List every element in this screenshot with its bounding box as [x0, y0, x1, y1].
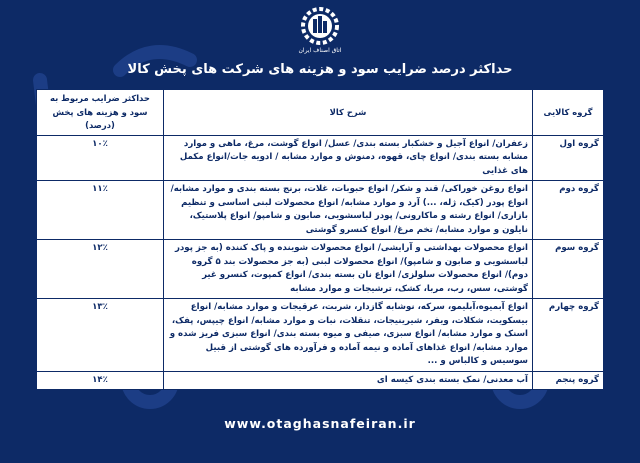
- row-group: گروه پنجم: [533, 371, 604, 390]
- row-rate: ۱۲٪: [37, 240, 164, 299]
- table-header-row: [37, 90, 604, 136]
- website-link[interactable]: www.otaghasnafeiran.ir: [224, 416, 416, 431]
- row-group: گروه سوم: [533, 240, 604, 299]
- row-group: گروه چهارم: [533, 299, 604, 372]
- table-row: [37, 371, 604, 390]
- table-row: [37, 299, 604, 372]
- header-description: شرح کالا: [164, 90, 533, 136]
- row-group: گروه دوم: [533, 181, 604, 240]
- row-description: انواع آبمیوه،آبلیمو، سرکه، نوشابه گازدار، شربت، عرقیجات و موارد مشابه/ انواع بیسکویت، شکلات، ویفر، شیرینیجات، تنقلات، نبات و موارد مشابه/ انواع چیپس، پفک، اسنک و موارد مشابه/ انواع سبزی، صیفی و میوه بسته بندی/ انواع سبزی فریز شده و موارد مشابه/ انواع غذاهای آماده و نیمه آماده و فرآورده های گوشتی از قبیل سوسیس و کالباس و ...: [164, 299, 533, 372]
- row-description: انواع روغن خوراکی/ قند و شکر/ انواع حبوبات، غلات، برنج بسته بندی و موارد مشابه/ انواع پودر (کیک، ژله، ...) آرد و موارد مشابه/ انواع محصولات لبنی اساسی و تنظیم بازاری/ انواع رشته و ماکارونی/ پودر لباسشویی، صابون و شامپو/ انواع پلاستیک، نایلون و موارد مشابه/ تخم مرغ/ انواع کنسرو گوشتی: [164, 181, 533, 240]
- row-description: زعفران/ انواع آجیل و خشکبار بسته بندی/ عسل/ انواع گوشت، مرغ، ماهی و موارد مشابه بسته بندی/ انواع چای، قهوه، دمنوش و موارد مشابه / ادویه جات/انواع مکمل های غذایی: [164, 135, 533, 181]
- header-rate: حداکثر ضرایب مربوط به سود و هزینه های پخش (درصد): [37, 90, 164, 136]
- row-rate: ۱۴٪: [37, 371, 164, 390]
- row-description: انواع محصولات بهداشتی و آرایشی/ انواع محصولات شوینده و پاک کننده (به جز پودر لباسشویی و صابون و شامپو)/ انواع محصولات لبنی (به جز محصولات بند ۵ گروه دوم)/ انواع محصولات سلولزی/ انواع نان بسته بندی/ انواع کمپوت، کنسرو غیر گوشتی، سس، رب، مربا، کشک، ترشیجات و موارد مشابه: [164, 240, 533, 299]
- page-title: حداکثر درصد ضرایب سود و هزینه های شرکت های پخش کالا: [127, 62, 513, 77]
- header-group: گروه کالایی: [533, 90, 604, 136]
- organization-logo: [296, 6, 344, 62]
- row-rate: ۱۳٪: [37, 299, 164, 372]
- row-rate: ۱۰٪: [37, 135, 164, 181]
- row-rate: ۱۱٪: [37, 181, 164, 240]
- row-group: گروه اول: [533, 135, 604, 181]
- logo-caption: اتاق اصناف ایران: [298, 47, 342, 54]
- table-row: [37, 181, 604, 240]
- row-description: آب معدنی/ نمک بسته بندی کیسه ای: [164, 371, 533, 390]
- rates-table: [36, 89, 604, 390]
- gear-building-icon: [300, 6, 340, 46]
- table-row: [37, 240, 604, 299]
- table-row: [37, 135, 604, 181]
